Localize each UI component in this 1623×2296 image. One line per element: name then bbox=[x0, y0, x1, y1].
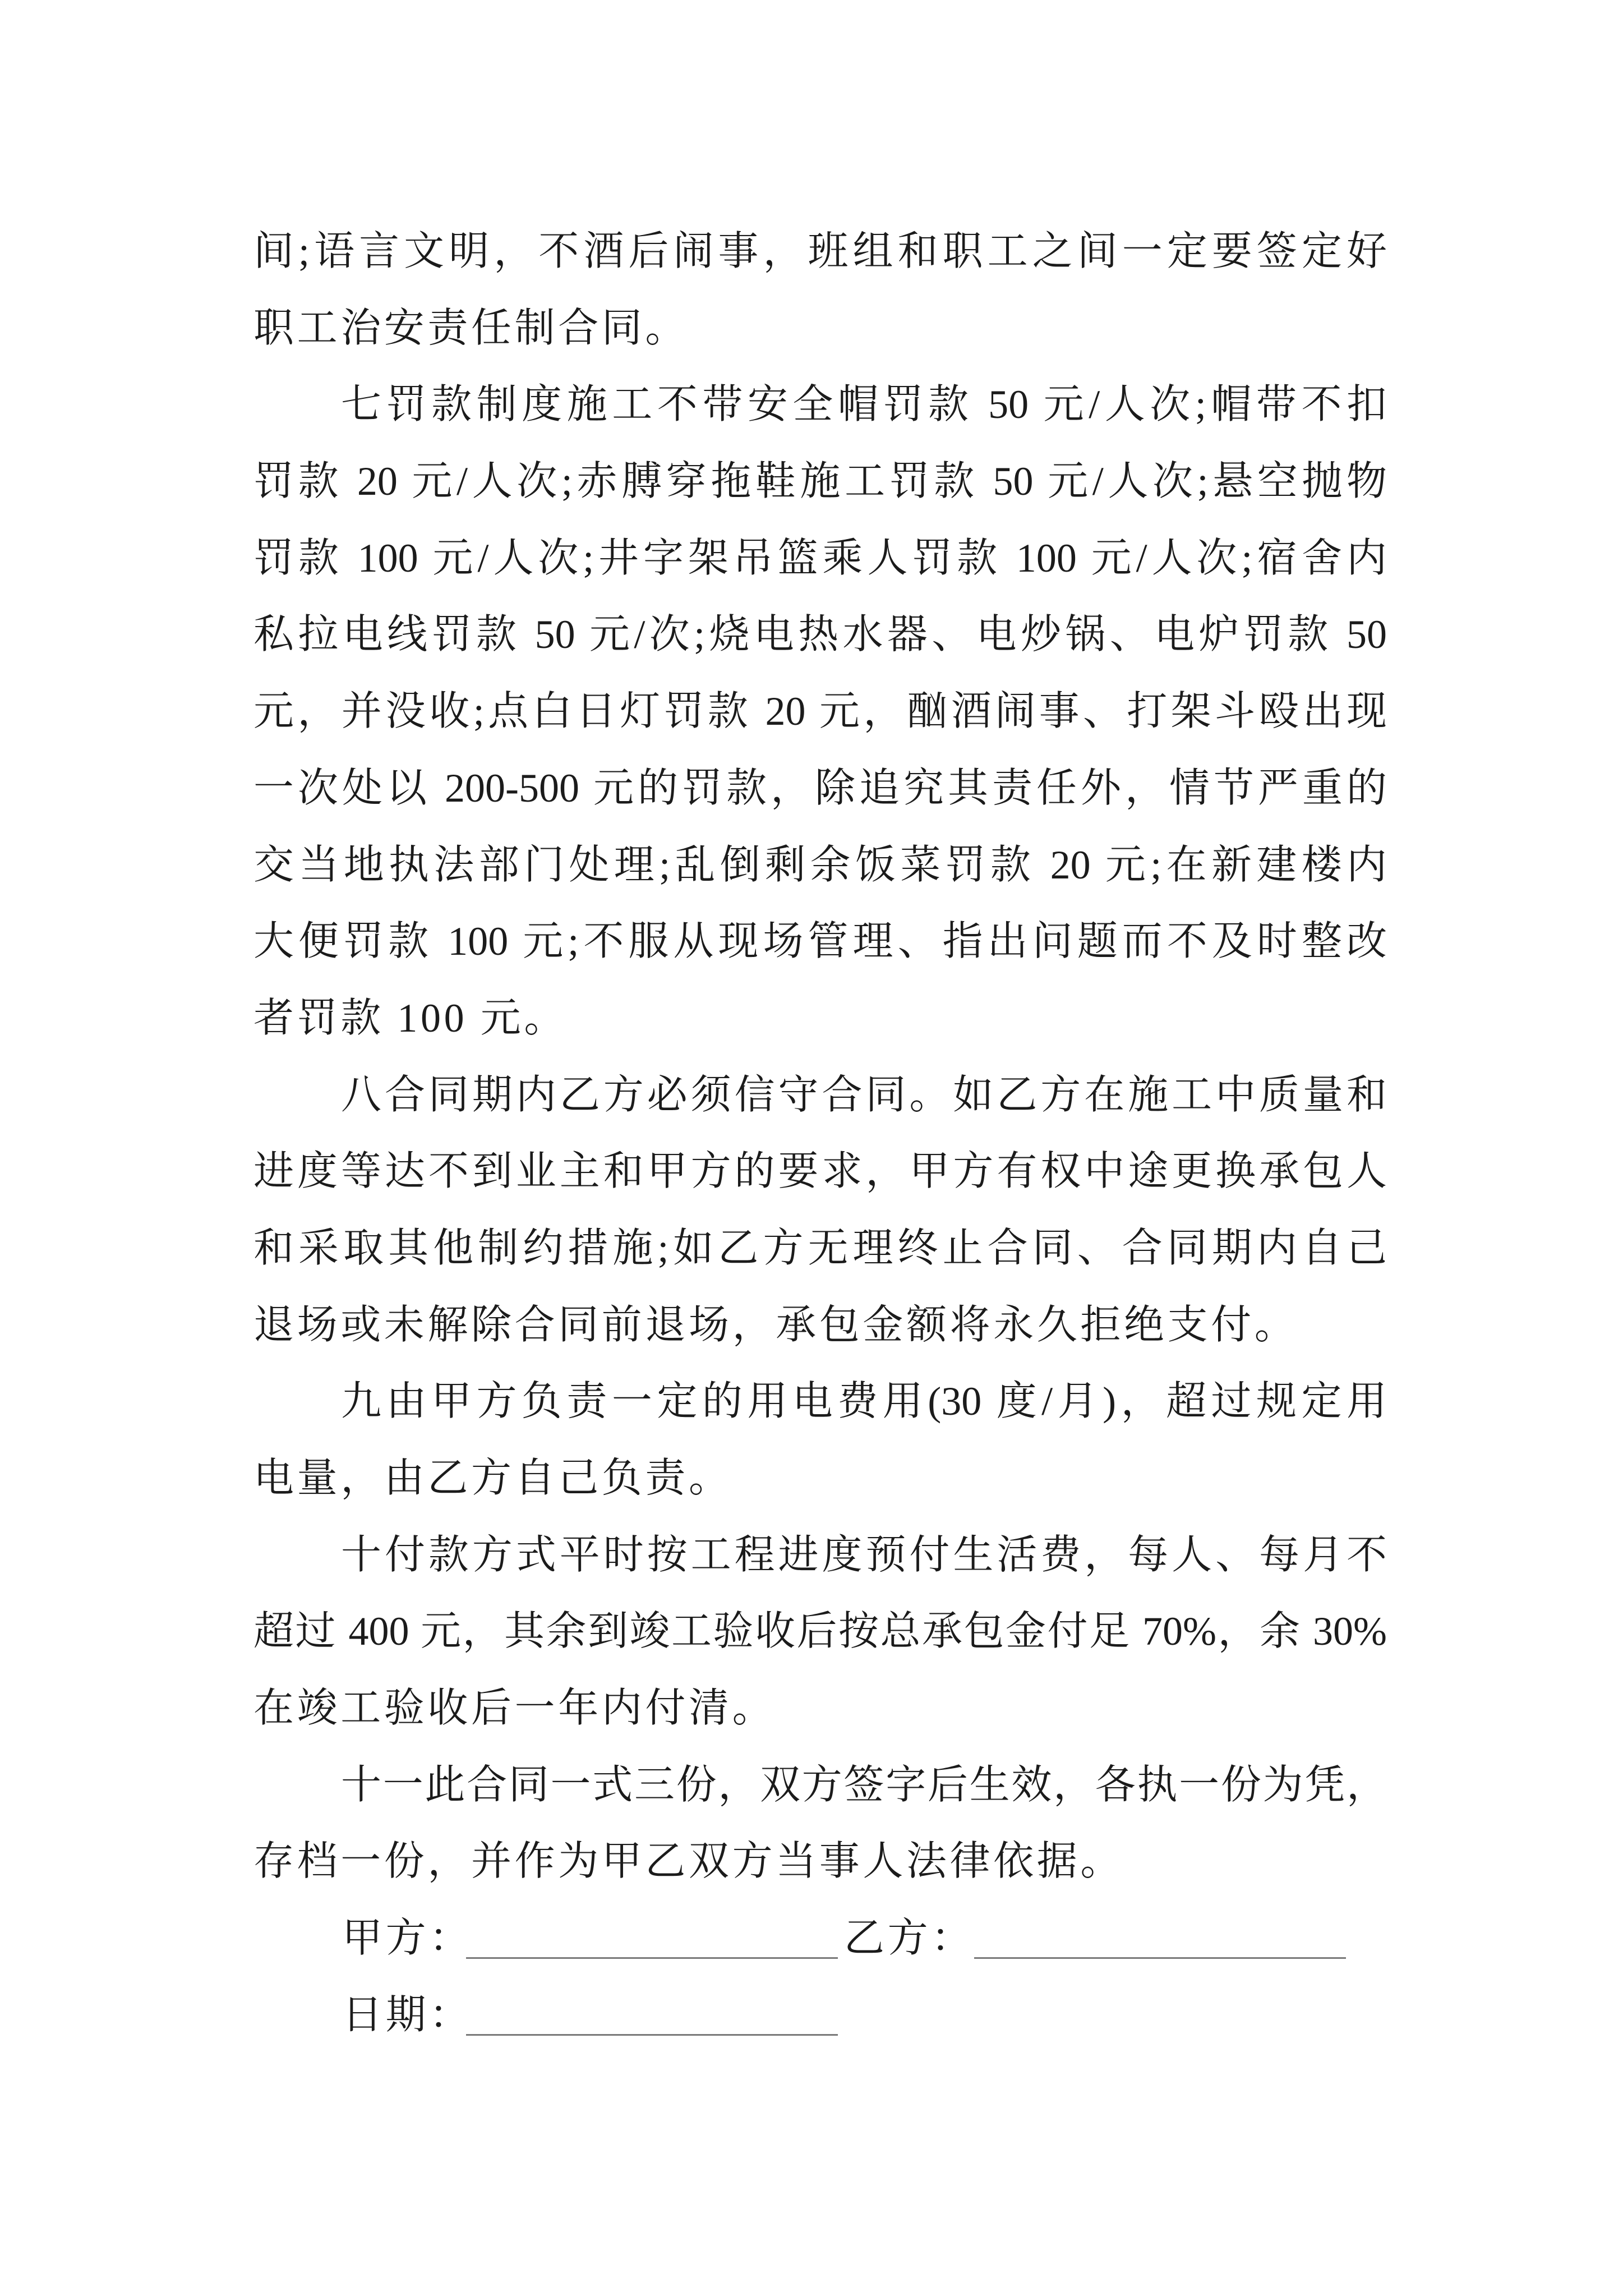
clause-7-fines bbox=[253, 366, 1387, 1056]
party-a-signature-blank bbox=[466, 1957, 838, 1959]
date-blank bbox=[466, 2034, 838, 2036]
text-line: 私拉电线罚款 50 元/次;烧电热水器、电炒锅、电炉罚款 50 bbox=[253, 612, 1387, 657]
text-line: 十一此合同一式三份，双方签字后生效，各执一份为凭， bbox=[341, 1762, 1387, 1807]
clause-11-copies-and-validity bbox=[253, 1747, 1387, 1900]
signature-row-parties bbox=[253, 1900, 1387, 1977]
clause-10-payment-terms bbox=[253, 1517, 1387, 1747]
text-line: 进度等达不到业主和甲方的要求，甲方有权中途更换承包人 bbox=[253, 1149, 1387, 1194]
text-line: 罚款 100 元/人次;井字架吊篮乘人罚款 100 元/人次;宿舍内 bbox=[253, 535, 1387, 581]
text-line: 和采取其他制约措施;如乙方无理终止合同、合同期内自己 bbox=[253, 1225, 1387, 1271]
text-line: 超过 400 元，其余到竣工验收后按总承包金付足 70%，余 30% bbox=[253, 1609, 1387, 1654]
clause-6-continuation bbox=[253, 213, 1387, 366]
party-b-signature-blank bbox=[974, 1957, 1346, 1959]
text-line: 存档一份，并作为甲乙双方当事人法律依据。 bbox=[253, 1839, 1124, 1884]
party-a-label: 甲方： bbox=[342, 1916, 473, 1961]
party-b-label: 乙方： bbox=[844, 1916, 975, 1961]
text-line: 职工治安责任制合同。 bbox=[253, 305, 689, 351]
text-line: 者罚款 100 元。 bbox=[253, 995, 568, 1041]
text-line: 大便罚款 100 元;不服从现场管理、指出问题而不及时整改 bbox=[253, 919, 1387, 964]
text-line: 交当地执法部门处理;乱倒剩余饭菜罚款 20 元;在新建楼内 bbox=[253, 842, 1387, 887]
date-label: 日期： bbox=[342, 1992, 473, 2037]
clause-8-contract-compliance bbox=[253, 1057, 1387, 1364]
text-line: 在竣工验收后一年内付清。 bbox=[253, 1686, 776, 1731]
text-line: 十付款方式平时按工程进度预付生活费，每人、每月不 bbox=[341, 1532, 1387, 1577]
text-line: 元，并没收;点白日灯罚款 20 元，酗酒闹事、打架斗殴出现 bbox=[253, 689, 1387, 734]
signature-block bbox=[253, 1900, 1387, 2053]
text-line: 间;语言文明，不酒后闹事，班组和职工之间一定要签定好 bbox=[253, 229, 1387, 274]
text-line: 九由甲方负责一定的用电费用(30 度/月)，超过规定用 bbox=[341, 1379, 1387, 1424]
signature-row-date bbox=[253, 1977, 1387, 2054]
contract-body bbox=[253, 213, 1387, 2054]
text-line: 八合同期内乙方必须信守合同。如乙方在施工中质量和 bbox=[341, 1072, 1387, 1117]
clause-9-electricity-fee bbox=[253, 1363, 1387, 1516]
text-line: 一次处以 200-500 元的罚款，除追究其责任外，情节严重的 bbox=[253, 765, 1387, 811]
text-line: 退场或未解除合同前退场，承包金额将永久拒绝支付。 bbox=[253, 1302, 1298, 1347]
text-line: 电量，由乙方自己负责。 bbox=[253, 1456, 732, 1501]
text-line: 七罚款制度施工不带安全帽罚款 50 元/人次;帽带不扣 bbox=[341, 382, 1387, 427]
text-line: 罚款 20 元/人次;赤膊穿拖鞋施工罚款 50 元/人次;悬空抛物 bbox=[253, 459, 1387, 504]
